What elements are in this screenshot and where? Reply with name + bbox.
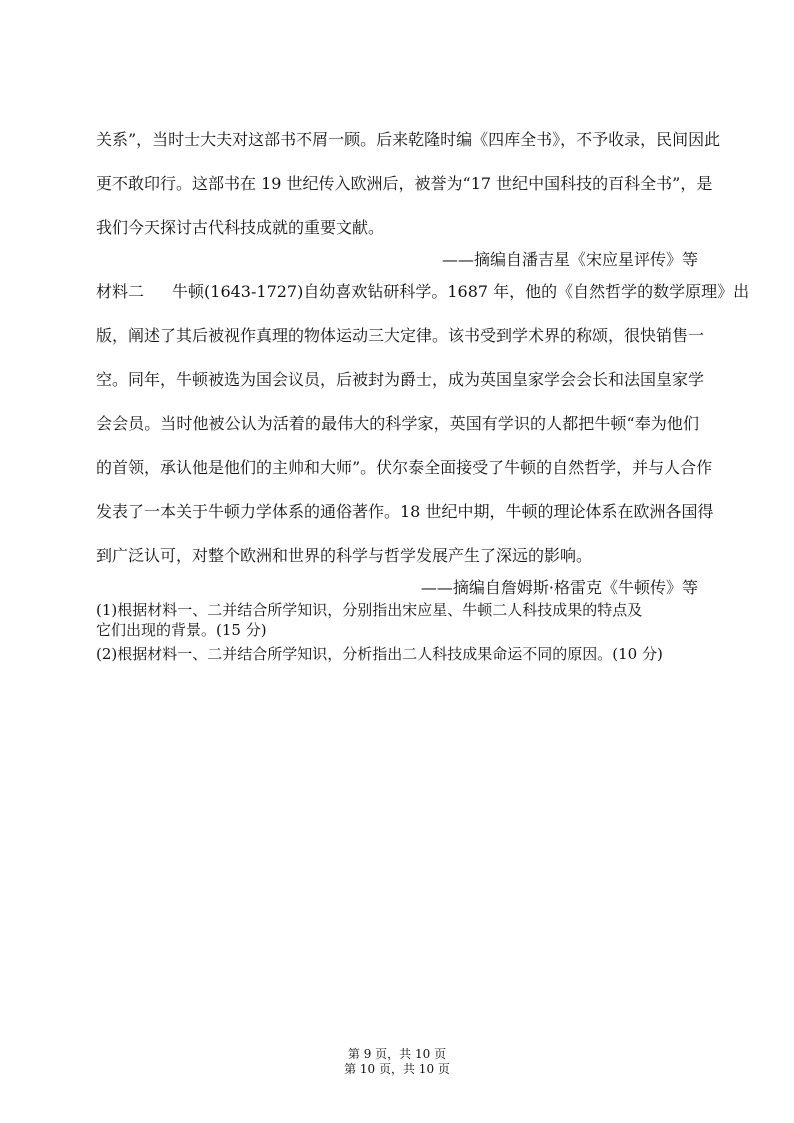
text-line: 版，阐述了其后被视作真理的物体运动三大定律。该书受到学术界的称颂，很快销售一 — [96, 326, 705, 345]
text-line: 发表了一本关于牛顿力学体系的通俗著作。18 世纪中期，牛顿的理论体系在欧洲各国得 — [96, 502, 714, 521]
text-line: 到广泛认可，对整个欧洲和世界的科学与哲学发展产生了深远的影响。 — [96, 546, 593, 565]
page-number: 第 10 页，共 10 页 — [344, 1062, 450, 1076]
text-line-content: 牛顿(1643-1727)自幼喜欢钻研科学。1687 年，他的《自然哲学的数学原理》出 — [172, 282, 750, 301]
page-number: 第 9 页，共 10 页 — [347, 1047, 447, 1061]
question-1: (1)根据材料一、二并结合所学知识，分别指出宋应星、牛顿二人科技成果的特点及 — [96, 601, 643, 619]
source-attribution: ——摘编自潘吉星《宋应星评传》等 — [441, 250, 698, 269]
text-line: 空。同年，牛顿被选为国会议员，后被封为爵士，成为英国皇家学会会长和法国皇家学 — [96, 370, 705, 389]
source-attribution: ——摘编自詹姆斯·格雷克《牛顿传》等 — [420, 578, 698, 597]
text-line: 关系”，当时士大夫对这部书不屑一顾。后来乾隆时编《四库全书》，不予收录，民间因此 — [96, 130, 721, 149]
question-2: (2)根据材料一、二并结合所学知识，分析指出二人科技成果命运不同的原因。(10 分) — [96, 645, 663, 663]
text-line: 更不敢印行。这部书在 19 世纪传入欧洲后，被誉为“17 世纪中国科技的百科全书”，是 — [96, 174, 713, 193]
text-line: 的首领，承认他是他们的主帅和大师”。伏尔泰全面接受了牛顿的自然哲学，并与人合作 — [96, 458, 713, 477]
material-label: 材料二 — [96, 282, 145, 301]
text-line: 会会员。当时他被公认为活着的最伟大的科学家，英国有学识的人都把牛顿“奉为他们 — [96, 414, 699, 433]
text-line — [96, 282, 750, 302]
text-line: 我们今天探讨古代科技成就的重要文献。 — [96, 218, 385, 237]
question-1-continued: 它们出现的背景。(15 分) — [96, 621, 267, 639]
